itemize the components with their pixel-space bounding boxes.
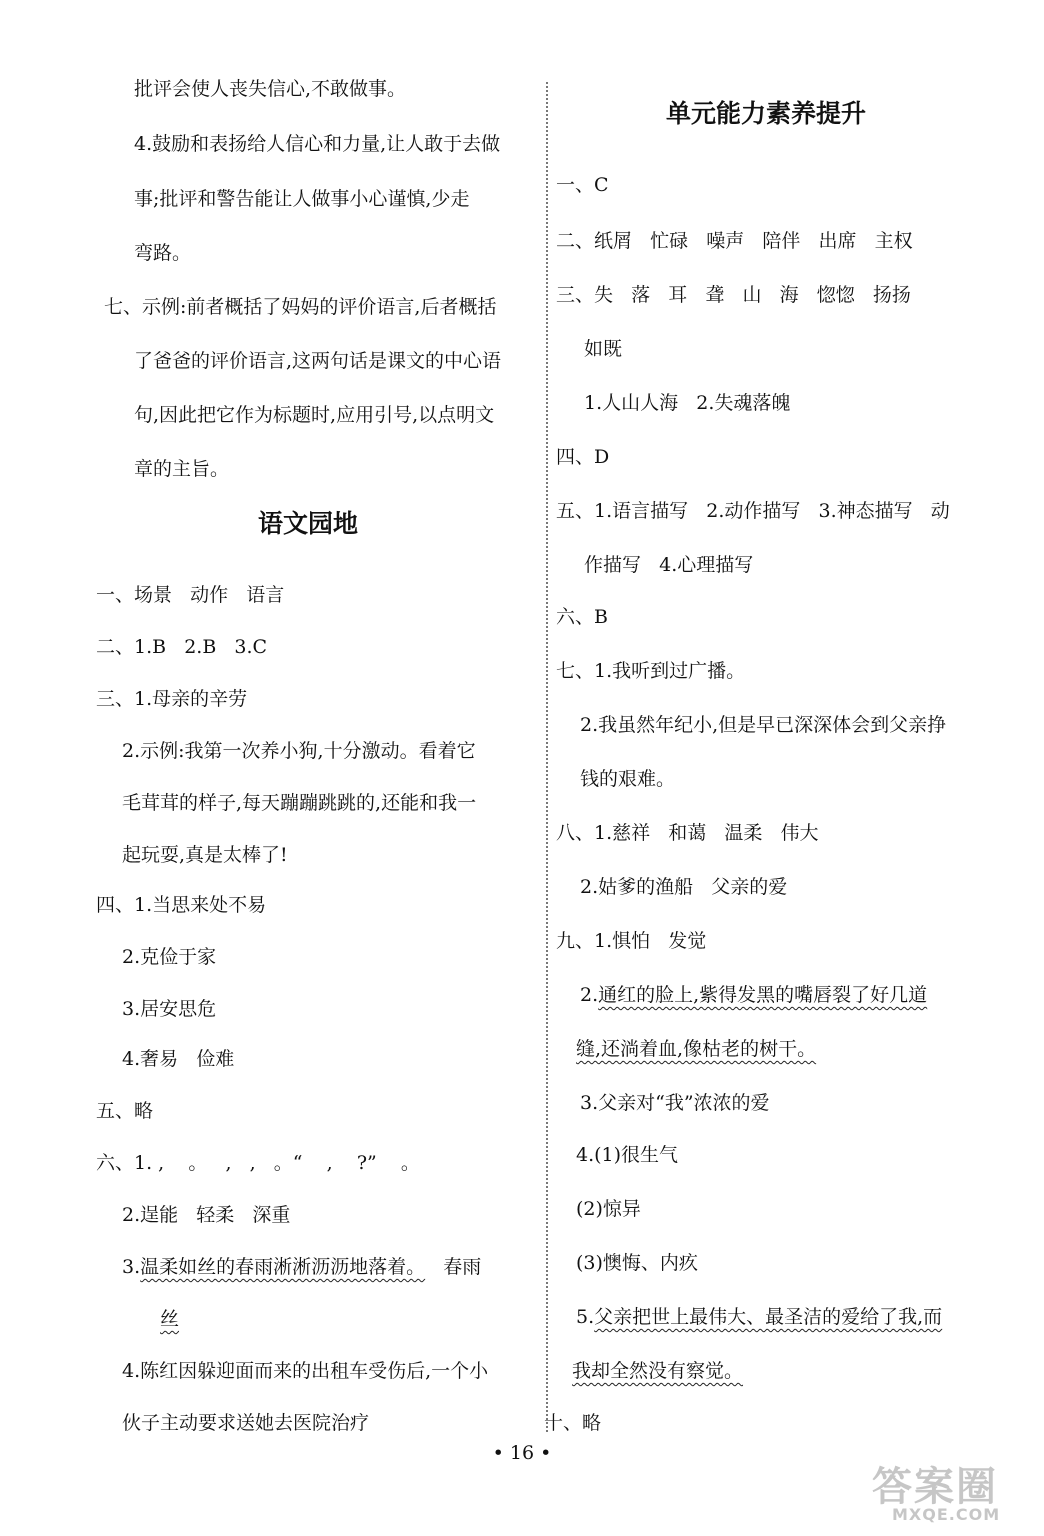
item-number: 5. — [576, 1306, 595, 1328]
answer-line: 4.(1)很生气 — [576, 1144, 679, 1166]
underlined-sentence: 通红的脸上,紫得发黑的嘴唇裂了好几道 — [598, 984, 928, 1006]
answer-line: 4.陈红因躲迎面而来的出租车受伤后,一个小 — [122, 1360, 489, 1382]
answer-line: 五、1.语言描写 2.动作描写 3.神态描写 动 — [556, 500, 950, 522]
answer-line: 六、1. , 。 , , 。“ , ?” 。 — [96, 1152, 420, 1174]
answer-line: 3.父亲对“我”浓浓的爱 — [580, 1092, 770, 1114]
answer-line — [122, 1254, 481, 1280]
underlined-word: 丝 — [160, 1308, 180, 1330]
answer-line: 2.逞能 轻柔 深重 — [122, 1204, 291, 1226]
answer-line: (3)懊悔、内疚 — [576, 1252, 698, 1274]
answer-line — [160, 1306, 179, 1332]
section-title: 单元能力素养提升 — [666, 99, 867, 128]
answer-line: 3.居安思危 — [122, 998, 217, 1020]
answer-text: 春雨 — [425, 1256, 482, 1278]
answer-line: 2.姑爹的渔船 父亲的爱 — [580, 876, 788, 898]
underlined-sentence: 我却全然没有察觉。 — [572, 1360, 744, 1382]
answer-line: 七、示例:前者概括了妈妈的评价语言,后者概括 — [104, 296, 497, 318]
answer-line — [580, 982, 927, 1008]
answer-line: 钱的艰难。 — [580, 768, 676, 790]
answer-line: 六、B — [556, 606, 608, 628]
answer-line: 九、1.惧怕 发觉 — [556, 930, 707, 952]
answer-line: 如既 — [584, 338, 623, 360]
watermark-logo — [862, 1455, 1032, 1527]
answer-line: 批评会使人丧失信心,不敢做事。 — [134, 78, 407, 100]
answer-line: 十、略 — [544, 1412, 602, 1434]
answer-line: 八、1.慈祥 和蔼 温柔 伟大 — [556, 822, 819, 844]
answer-line: 2.我虽然年纪小,但是早已深深体会到父亲挣 — [580, 714, 947, 736]
column-divider — [546, 82, 548, 1432]
answer-line: 五、略 — [96, 1100, 154, 1122]
answer-line: 三、1.母亲的辛劳 — [96, 688, 248, 710]
answer-line: 作描写 4.心理描写 — [584, 554, 754, 576]
answer-line: 毛茸茸的样子,每天蹦蹦跳跳的,还能和我一 — [122, 792, 477, 814]
answer-line: 二、1.B 2.B 3.C — [96, 636, 268, 658]
answer-line: 了爸爸的评价语言,这两句话是课文的中心语 — [134, 350, 502, 372]
item-number: 2. — [580, 984, 599, 1006]
answer-line: 伙子主动要求送她去医院治疗 — [122, 1412, 370, 1434]
answer-line: 事;批评和警告能让人做事小心谨慎,少走 — [134, 188, 470, 210]
watermark-url: MXQE.COM — [892, 1505, 1001, 1524]
underlined-sentence: 缝,还淌着血,像枯老的树干。 — [576, 1038, 817, 1060]
answer-line: 1.人山人海 2.失魂落魄 — [584, 392, 791, 414]
answer-line — [576, 1036, 816, 1062]
underlined-sentence: 父亲把世上最伟大、最圣洁的爱给了我,而 — [594, 1306, 943, 1328]
answer-line: (2)惊异 — [576, 1198, 641, 1220]
answer-line: 弯路。 — [134, 242, 192, 264]
answer-line: 三、失 落 耳 聋 山 海 惚惚 扬扬 — [556, 284, 911, 306]
answer-line: 句,因此把它作为标题时,应用引号,以点明文 — [134, 404, 495, 426]
answer-line: 七、1.我听到过广播。 — [556, 660, 746, 682]
answer-line: 章的主旨。 — [134, 458, 230, 480]
answer-line: 四、1.当思来处不易 — [96, 894, 267, 916]
answer-line: 一、场景 动作 语言 — [96, 584, 285, 606]
watermark-logo-text: 答案圈 — [872, 1464, 998, 1510]
underlined-sentence: 温柔如丝的春雨淅淅沥沥地落着。 — [140, 1256, 426, 1278]
answer-line: 起玩耍,真是太棒了! — [122, 844, 288, 866]
answer-line: 一、C — [556, 174, 609, 196]
answer-line: 2.示例:我第一次养小狗,十分激动。看着它 — [122, 740, 476, 762]
section-title: 语文园地 — [258, 509, 359, 538]
answer-line — [572, 1358, 743, 1384]
answer-line: 二、纸屑 忙碌 噪声 陪伴 出席 主权 — [556, 230, 913, 252]
answer-line — [576, 1304, 942, 1330]
answer-line: 4.鼓励和表扬给人信心和力量,让人敢于去做 — [134, 133, 501, 155]
answer-line: 四、D — [556, 446, 610, 468]
answer-line: 2.克俭于家 — [122, 946, 217, 968]
item-number: 3. — [122, 1256, 141, 1278]
page-number: • 16 • — [492, 1442, 552, 1464]
answer-line: 4.奢易 俭难 — [122, 1048, 235, 1070]
